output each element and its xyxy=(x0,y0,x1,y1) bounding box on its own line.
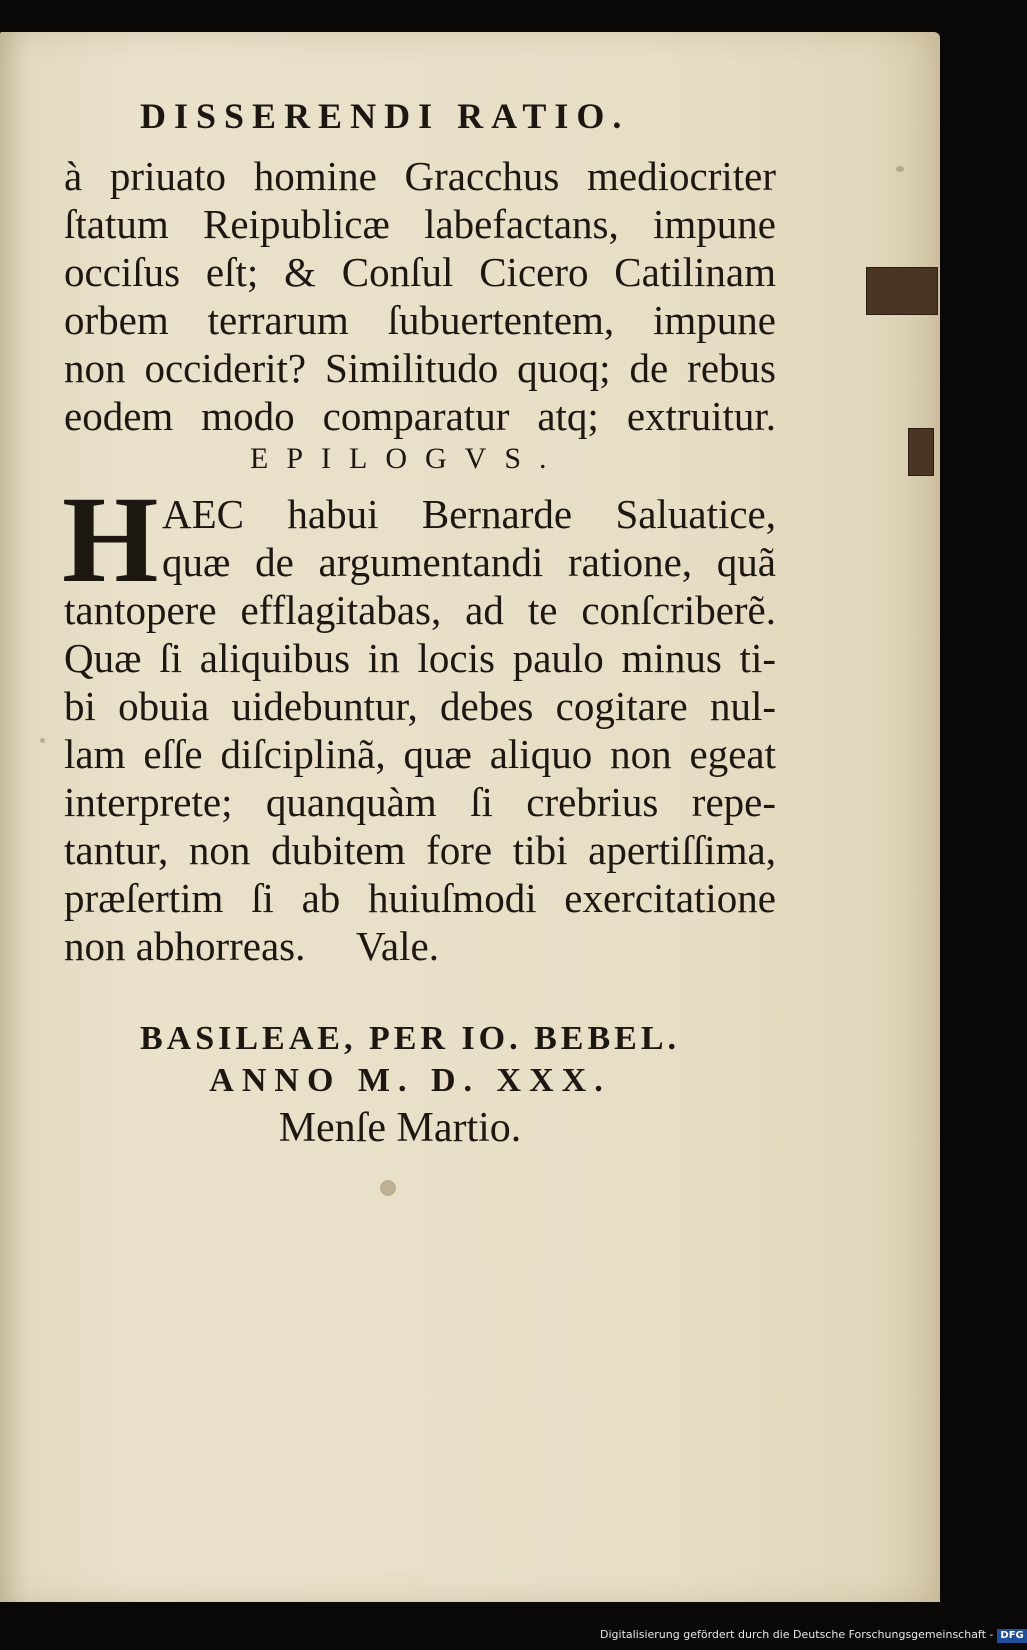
imprint-month: Menſe Martio. xyxy=(278,1105,522,1151)
text-line: à priuato homine Gracchus mediocriter xyxy=(64,153,776,199)
paragraph-2-opening xyxy=(162,490,776,586)
text-line: orbem terrarum ſubuertentem, impune xyxy=(64,297,776,343)
text-line: AEC habui Bernarde Saluatice, xyxy=(162,491,776,537)
text-line: tantur, non dubitem fore tibi apertiſſima, xyxy=(64,827,776,873)
paper-stain xyxy=(896,166,904,172)
text-line: interprete; quanquàm ſi crebrius repe- xyxy=(64,779,776,825)
footer-text: Digitalisierung gefördert durch die Deutsche Forschungsgemeinschaft - xyxy=(600,1628,994,1641)
imprint-printer: BASILEAE, PER IO. BEBEL. xyxy=(139,1020,681,1057)
running-header: DISSERENDI RATIO. xyxy=(140,96,630,136)
text-line: quæ de argumentandi ratione, quã xyxy=(162,539,776,585)
drop-capital: H xyxy=(62,471,159,608)
text-line: occiſus eſt; & Conſul Cicero Catilinam xyxy=(64,249,776,295)
paragraph-2 xyxy=(64,586,776,970)
page-tab-marker xyxy=(908,428,934,476)
text-line: tantopere efflagitabas, ad te conſcriberẽ. xyxy=(64,587,776,633)
text-line: non occiderit? Similitudo quoq; de rebus xyxy=(64,345,776,391)
text-line: lam eſſe diſciplinã, quæ aliquo non egeat xyxy=(64,731,776,777)
paragraph-1 xyxy=(64,152,776,440)
text-line: eodem modo comparatur atq; extruitur. xyxy=(64,393,776,439)
section-title: EPILOGVS. xyxy=(250,442,565,475)
dfg-logo: DFG xyxy=(997,1629,1026,1643)
text-line: ſtatum Reipublicæ labefactans, impune xyxy=(64,201,776,247)
text-line: præſertim ſi ab huiuſmodi exercitatione xyxy=(64,875,776,921)
imprint-year: ANNO M. D. XXX. xyxy=(209,1062,611,1099)
page-tab-marker xyxy=(866,267,938,315)
paper-stain xyxy=(40,738,45,743)
text-line-last: non abhorreas. Vale. xyxy=(64,923,439,969)
text-line: bi obuia uidebuntur, debes cogitare nul- xyxy=(64,683,776,729)
digitization-footer xyxy=(600,1628,1024,1646)
paper-stain xyxy=(380,1180,396,1196)
text-line: Quæ ſi aliquibus in locis paulo minus ti- xyxy=(64,635,776,681)
